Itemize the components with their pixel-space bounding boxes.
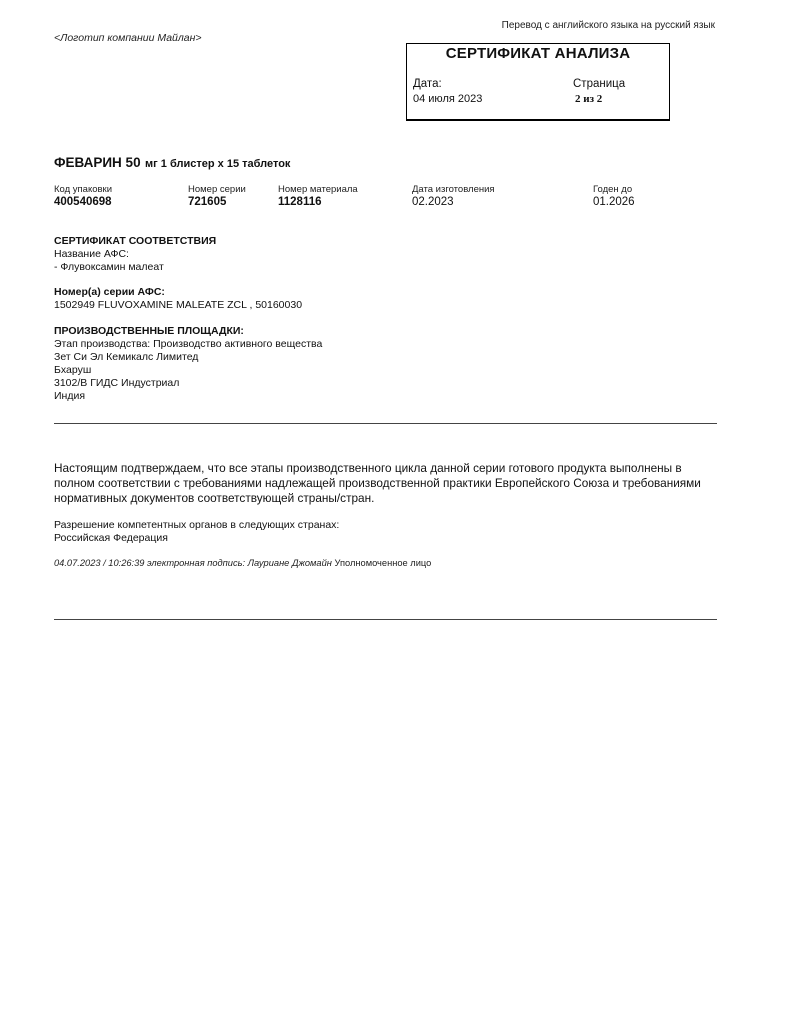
package-code-value: 400540698 [54,196,112,208]
date-label: Дата: [413,78,442,90]
translation-note: Перевод с английского языка на русский язык [501,20,715,31]
page-number: 2 из 2 [575,93,603,105]
section-divider [54,423,717,424]
expiry-date-label: Годен до [593,184,633,195]
signature-role: Уполномоченное лицо [334,558,432,568]
manufacturing-sites-heading: ПРОИЗВОДСТВЕННЫЕ ПЛОЩАДКИ: [54,325,244,337]
product-title [54,154,290,172]
product-name: ФЕВАРИН 50 [54,155,141,170]
material-number-label: Номер материала [278,184,358,195]
product-description: мг 1 блистер х 15 таблеток [145,158,291,170]
site-line: Зет Си Эл Кемикалс Лимитед [54,351,199,363]
page-label: Страница [573,78,626,90]
api-name-label: Название АФС: [54,248,129,260]
api-batch-section [54,286,302,312]
authorization-country: Российская Федерация [54,532,168,544]
conformity-heading: СЕРТИФИКАТ СООТВЕТСТВИЯ [54,235,217,247]
authorization-label: Разрешение компетентных органов в следующих странах: [54,519,340,531]
authorization-section [54,519,339,545]
site-line: Индия [54,390,86,402]
site-line: Бхаруш [54,364,92,376]
manufacture-date-value: 02.2023 [412,196,454,208]
api-name-value: - Флувоксамин малеат [54,261,164,273]
material-number-value: 1128116 [278,196,322,208]
date-value: 04 июля 2023 [413,93,483,105]
signature-text: 04.07.2023 / 10:26:39 электронная подпись: Лауриане Джомайн [54,558,332,568]
package-code-label: Код упаковки [54,184,113,195]
gmp-statement: Настоящим подтверждаем, что все этапы производственного цикла данной серии готового продукта выполнены в полном соответствии с требованиями надлежащей производственной практики Европейского Союза и требованиями нормативных документов соответствующей страны/стран. [54,461,701,505]
site-line: 3102/В ГИДС Индустриал [54,377,180,389]
certificate-title: СЕРТИФИКАТ АНАЛИЗА [445,45,631,62]
conformity-section [54,235,216,274]
certificate-header-box [406,43,670,121]
api-batch-heading: Номер(а) серии АФС: [54,286,165,298]
company-logo-placeholder: <Логотип компании Майлан> [54,32,202,44]
manufacturing-sites-section [54,325,322,403]
api-batch-value: 1502949 FLUVOXAMINE MALEATE ZCL , 50160030 [54,299,303,311]
batch-number-label: Номер серии [188,184,246,195]
footer-divider [54,619,717,620]
manufacture-date-label: Дата изготовления [412,184,495,195]
batch-number-value: 721605 [188,196,227,208]
electronic-signature [54,558,431,568]
expiry-date-value: 01.2026 [593,196,635,208]
site-line: Этап производства: Производство активного вещества [54,338,323,350]
